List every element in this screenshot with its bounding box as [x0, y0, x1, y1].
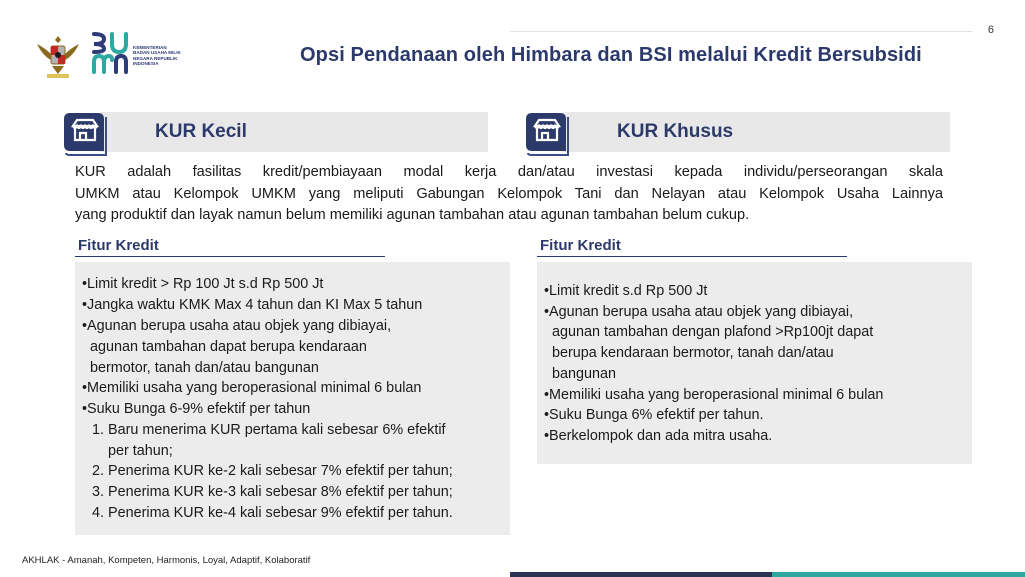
- kur-khusus-title: KUR Khusus: [617, 121, 734, 142]
- footer-bar-navy: [510, 572, 772, 577]
- kur-kecil-title: KUR Kecil: [155, 121, 247, 142]
- page-number: 6: [987, 24, 994, 36]
- description-line: yang produktif dan layak namun belum memiliki agunan tambahan atau agunan tambahan belum cukup.: [75, 207, 750, 223]
- feature-line: per tahun;: [108, 443, 173, 459]
- feature-line: •Agunan berupa usaha atau objek yang dibiayai,: [82, 318, 392, 334]
- right-fitur-underline: [537, 256, 847, 257]
- feature-line: •Agunan berupa usaha atau objek yang dibiayai,: [544, 304, 854, 320]
- feature-line: agunan tambahan dengan plafond >Rp100jt dapat: [552, 324, 874, 340]
- header-divider: [510, 31, 972, 32]
- footer-akhlak: AKHLAK - Amanah, Kompeten, Harmonis, Loyal, Adaptif, Kolaboratif: [22, 555, 311, 566]
- description-line: KUR adalah fasilitas kredit/pembiayaan modal kerja dan/atau investasi kepada individu/perseorangan skala: [75, 164, 943, 180]
- feature-line: •Jangka waktu KMK Max 4 tahun dan KI Max 5 tahun: [82, 297, 423, 313]
- feature-line: bangunan: [552, 366, 617, 382]
- right-fitur-heading: Fitur Kredit: [540, 237, 621, 254]
- bumn-logo-text: KEMENTERIAN BADAN USAHA MILIK NEGARA REPUBLIK INDONESIA: [133, 45, 181, 67]
- feature-line: •Limit kredit > Rp 100 Jt s.d Rp 500 Jt: [82, 276, 324, 292]
- feature-line: •Memiliki usaha yang beroperasional minimal 6 bulan: [544, 387, 884, 403]
- footer-bar-teal: [772, 572, 1025, 577]
- description-line: UMKM atau Kelompok UMKM yang meliputi Gabungan Kelompok Tani dan Nelayan atau Kelompok Usaha Lainnya: [75, 185, 943, 202]
- garuda-emblem-icon: [33, 30, 83, 80]
- page-title: Opsi Pendanaan oleh Himbara dan BSI melalui Kredit Bersubsidi: [300, 44, 922, 66]
- feature-line: •Limit kredit s.d Rp 500 Jt: [544, 283, 708, 299]
- left-fitur-underline: [75, 256, 385, 257]
- bumn-logo-icon: [90, 30, 130, 76]
- left-fitur-heading: Fitur Kredit: [78, 237, 159, 254]
- kur-kecil-features-box: [75, 262, 510, 535]
- feature-line: •Suku Bunga 6% efektif per tahun.: [544, 407, 764, 423]
- feature-line: •Berkelompok dan ada mitra usaha.: [544, 428, 773, 444]
- feature-line: 1. Baru menerima KUR pertama kali sebesar 6% efektif: [92, 422, 446, 438]
- storefront-icon: [522, 105, 574, 157]
- feature-line: 4. Penerima KUR ke-4 kali sebesar 9% efektif per tahun.: [92, 505, 453, 521]
- feature-line: 3. Penerima KUR ke-3 kali sebesar 8% efektif per tahun;: [92, 484, 453, 500]
- feature-line: •Memiliki usaha yang beroperasional minimal 6 bulan: [82, 380, 422, 396]
- storefront-icon: [60, 105, 112, 157]
- kur-description: [75, 162, 943, 227]
- feature-line: agunan tambahan dapat berupa kendaraan: [90, 339, 367, 355]
- feature-line: 2. Penerima KUR ke-2 kali sebesar 7% efektif per tahun;: [92, 463, 453, 479]
- kur-khusus-features-box: [537, 262, 972, 464]
- feature-line: bermotor, tanah dan/atau bangunan: [90, 360, 319, 376]
- feature-line: berupa kendaraan bermotor, tanah dan/atau: [552, 345, 834, 361]
- feature-line: •Suku Bunga 6-9% efektif per tahun: [82, 401, 311, 417]
